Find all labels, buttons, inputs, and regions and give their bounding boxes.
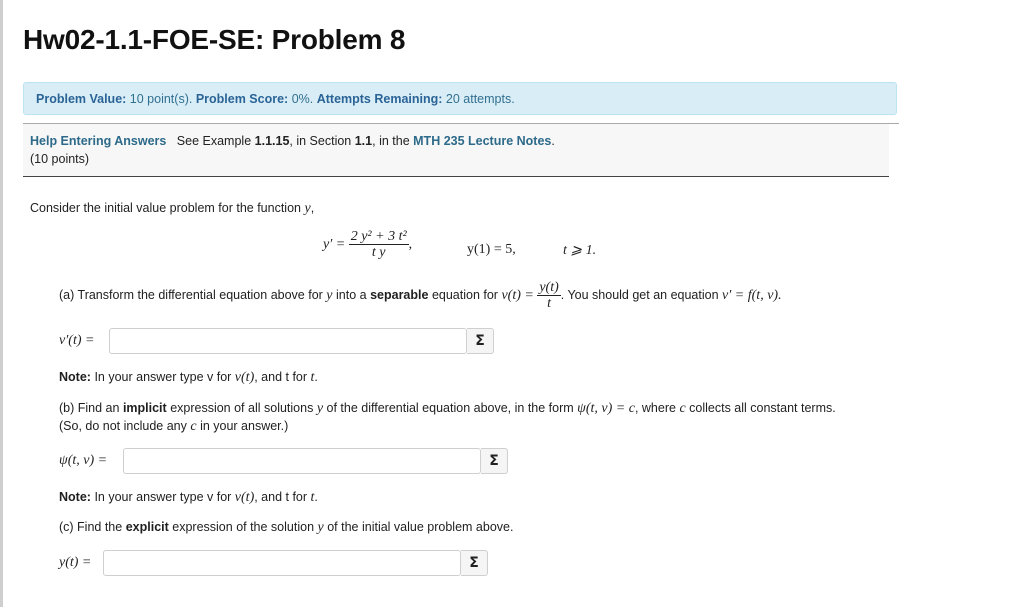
part-b-var-y: y	[316, 401, 324, 416]
part-a-text3: equation for	[431, 287, 498, 302]
in-the-text: , in the	[372, 134, 410, 148]
part-c-prompt	[59, 520, 513, 536]
part-b-text4: , where	[634, 401, 676, 415]
part-c-text3: of the initial value problem above.	[327, 520, 514, 534]
part-b-implicit: implicit	[122, 401, 167, 415]
points-text: (10 points)	[30, 152, 90, 166]
ode-fraction	[349, 229, 409, 260]
see-example-text: See Example	[176, 134, 252, 148]
part-a-v-of-t: v(t) =	[501, 287, 534, 303]
part-c-answer-label: y(t) =	[59, 555, 92, 570]
part-b-line2c: c	[190, 419, 197, 434]
part-a-eq-form: v′ = f(t, v).	[722, 287, 782, 303]
part-a-note-v: v(t)	[234, 370, 255, 385]
part-b-text5: collects all constant terms.	[689, 401, 836, 415]
part-b-line2	[59, 419, 288, 435]
problem-score: 0%.	[291, 92, 314, 106]
left-border	[0, 0, 3, 607]
part-a-note-t: t	[310, 370, 315, 385]
problem-value: 10 point(s).	[129, 92, 193, 106]
part-a-var-y: y	[326, 287, 333, 303]
part-a-text1: (a) Transform the differential equation above for	[59, 287, 323, 302]
part-b-note	[59, 490, 318, 506]
attempts-label: Attempts Remaining:	[316, 92, 443, 106]
part-a-equation-editor-button[interactable]	[467, 328, 494, 354]
help-divider	[23, 176, 889, 177]
part-b-prompt	[59, 401, 836, 417]
ode-numerator: 2 y² + 3 t²	[350, 229, 407, 244]
problem-value-label: Problem Value:	[36, 92, 127, 106]
part-a-note-label: Note:	[59, 370, 91, 384]
sigma-icon: Σ	[489, 453, 499, 469]
part-b-text2: expression of all solutions	[170, 401, 314, 415]
lecture-notes-link[interactable]: MTH 235 Lecture Notes	[413, 134, 552, 148]
part-a-frac-num: y(t)	[539, 280, 559, 295]
part-a-fraction	[537, 280, 560, 311]
part-a-text2: into a	[336, 287, 367, 302]
part-a-note	[59, 370, 318, 386]
ode-lhs: y′ =	[323, 236, 346, 252]
attempts-remaining: 20 attempts.	[445, 92, 515, 106]
part-b-text1: (b) Find an	[59, 401, 120, 415]
initial-condition: y(1) = 5,	[467, 242, 516, 257]
part-c-text2: expression of the solution	[172, 520, 315, 534]
help-entering-answers-link[interactable]: Help Entering Answers	[30, 134, 167, 148]
ode-denominator: t y	[371, 245, 386, 260]
part-c-equation-editor-button[interactable]	[461, 550, 488, 576]
part-b-psi-eq: ψ(t, v) = c	[577, 401, 635, 416]
part-a-note-end: .	[314, 370, 318, 384]
part-a-answer-input[interactable]	[109, 328, 467, 354]
part-b-answer-input[interactable]	[123, 448, 481, 474]
part-b-note-t: t	[310, 490, 315, 505]
part-a-text4: . You should get an equation	[560, 287, 719, 302]
intro-comma: ,	[310, 201, 315, 215]
part-c-answer-input[interactable]	[103, 550, 461, 576]
section-number: 1.1	[354, 134, 373, 148]
ode-comma: ,	[408, 236, 413, 252]
sigma-icon: Σ	[469, 555, 479, 571]
part-a-answer-label: v′(t) =	[59, 333, 95, 348]
example-number: 1.1.15	[254, 134, 290, 148]
part-b-note-text: In your answer type v for	[94, 490, 232, 504]
part-b-note-mid: , and t for	[254, 490, 308, 504]
part-b-note-label: Note:	[59, 490, 91, 504]
part-a-separable: separable	[370, 287, 429, 302]
part-a-frac-den: t	[547, 296, 551, 311]
problem-info-box	[23, 82, 897, 115]
help-area	[23, 124, 889, 176]
page-title: Hw02-1.1-FOE-SE: Problem 8	[23, 24, 406, 55]
domain-condition: t ⩾ 1.	[563, 243, 597, 258]
problem-score-label: Problem Score:	[195, 92, 289, 106]
part-b-text3: of the differential equation above, in the form	[326, 401, 574, 415]
part-b-note-end: .	[314, 490, 318, 504]
part-c-var-y: y	[317, 520, 324, 535]
ode-equation	[323, 229, 412, 260]
part-c-text1: (c) Find the	[59, 520, 123, 534]
part-a-note-text: In your answer type v for	[94, 370, 232, 384]
sigma-icon: Σ	[475, 333, 485, 349]
in-section-text: , in Section	[289, 134, 352, 148]
help-period: .	[551, 134, 555, 148]
help-line	[30, 134, 555, 148]
part-c-explicit: explicit	[125, 520, 169, 534]
intro-line	[30, 201, 314, 217]
part-b-line2a: (So, do not include any	[59, 419, 187, 433]
part-b-answer-label: ψ(t, v) =	[59, 453, 108, 468]
part-a-prompt	[59, 280, 782, 311]
part-a-note-mid: , and t for	[254, 370, 308, 384]
intro-text: Consider the initial value problem for the function	[30, 201, 301, 215]
intro-var: y	[304, 201, 311, 216]
part-b-equation-editor-button[interactable]	[481, 448, 508, 474]
part-b-line2b: in your answer.)	[200, 419, 289, 433]
part-b-note-v: v(t)	[234, 490, 255, 505]
part-b-var-c: c	[679, 401, 686, 416]
